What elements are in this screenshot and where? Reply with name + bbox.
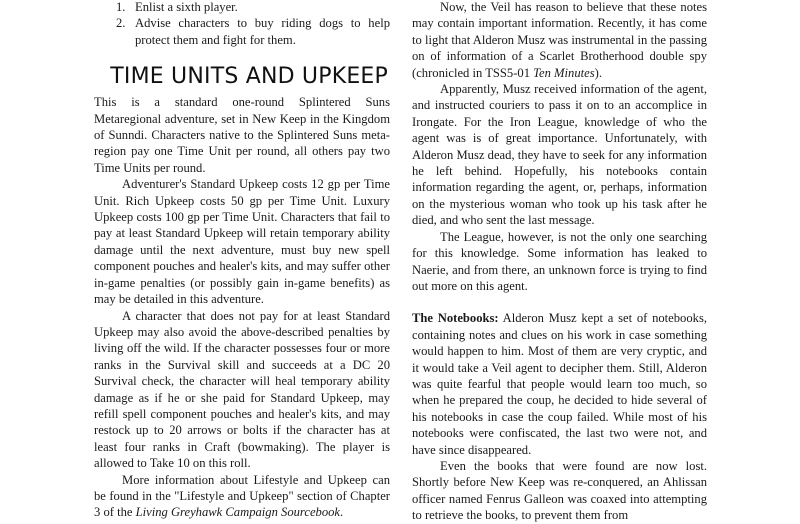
paragraph-lost-books: Even the books that were found are now lost. Shortly before New Keep was re-conquered, an Ahlissan officer named Fenrus Galleon was coaxed into attempting to retrieve the books, to prevent them from — [412, 458, 707, 523]
notebooks-lead: The Notebooks: — [412, 311, 499, 326]
paragraph-notebooks — [412, 310, 707, 458]
text: Alderon Musz kept a set of notebooks, containing notes and clues on his work in case something would happen to him. Most of them are very cryptic, and it would take a Veil agent to decipher them. Still, Alderon was quite fearful that people would learn too much, so when he prepared the coup, he decided to hide several of his notebooks in case the coup failed. While most of his notebooks were confiscated, the last two were not, and have since disappeared. — [412, 311, 707, 457]
paragraph-league: The League, however, is not the only one searching for this knowledge. Some information has leaked to Naerie, and from there, an unknown force is trying to find out more on this agent. — [412, 229, 707, 293]
text: ). — [594, 65, 602, 80]
right-column — [412, 0, 707, 524]
left-column — [94, 0, 390, 521]
text: . — [340, 505, 344, 520]
paragraph-intro: This is a standard one-round Splintered Suns Metaregional adventure, set in New Keep in the Kingdom of Sunndi. Characters native to the Splintered Suns meta-region pay one Time Unit per round, all others pay two Time Units per round. — [94, 95, 390, 175]
paragraph-veil — [412, 0, 707, 81]
adventure-title: Ten Minutes — [533, 65, 595, 80]
paragraph-more-info — [94, 472, 390, 521]
list-item-text: Advise characters to buy riding dogs to help protect them and fight for them. — [135, 16, 390, 47]
text: Now, the Veil has reason to believe that these notes may contain important information. Recently, it has come to light that Alderon Musz was instrumental in the passing on of information of a Scarlet Brotherhood double spy (chronicled in TSS5-01 — [412, 0, 707, 80]
numbered-list — [94, 0, 390, 48]
list-number: 2. — [116, 16, 126, 31]
paragraph-musz: Apparently, Musz received information of the agent, and instructed couriers to pass it on to an accomplice in Irongate. For the Iron League, knowledge of who the agent was is of great importance. Unfortunately, with Alderon Musz dead, they have to seek for any information he left behind. Hopefully, his notebooks contain information regarding the agent, or, perhaps, information on the mysterious woman who took up his task after he died, and who sent the last message. — [412, 82, 707, 228]
paragraph-living-off-wild: A character that does not pay for at least Standard Upkeep may also avoid the above-described penalties by living off the wild. If the character possesses four or more ranks in the Survival skill and succeeds at a DC 20 Survival check, the character will heal temporary ability damage as if he or she paid for Standard Upkeep, may refill spell component pouches and healer's kits, and may restock up to 20 arrows or bolts if the character has at least four ranks in Craft (bowmaking). The player is allowed to Take 10 on this roll. — [94, 308, 390, 471]
paragraph-upkeep-costs: Adventurer's Standard Upkeep costs 12 gp per Time Unit. Rich Upkeep costs 50 gp per Time Unit. Luxury Upkeep costs 100 gp per Time Unit. Characters that fail to pay at least Standard Upkeep will retain temporary ability damage until the next adventure, must buy new spell component pouches and healer's kits, and may suffer other in-game penalties (or possibly gain in-game benefits) as may be detailed in this adventure. — [94, 177, 390, 307]
list-number: 1. — [116, 0, 126, 14]
section-heading: TIME UNITS AND UPKEEP — [110, 64, 388, 90]
text: More information about Lifestyle and Upkeep can be found in the "Lifestyle and Upkeep" section of Chapter 3 of the — [94, 472, 390, 520]
list-item — [94, 0, 390, 15]
list-item-text: Enlist a sixth player. — [135, 0, 238, 14]
list-item — [94, 15, 390, 48]
book-title: Living Greyhawk Campaign Sourcebook — [135, 505, 341, 520]
spacer — [412, 294, 707, 310]
